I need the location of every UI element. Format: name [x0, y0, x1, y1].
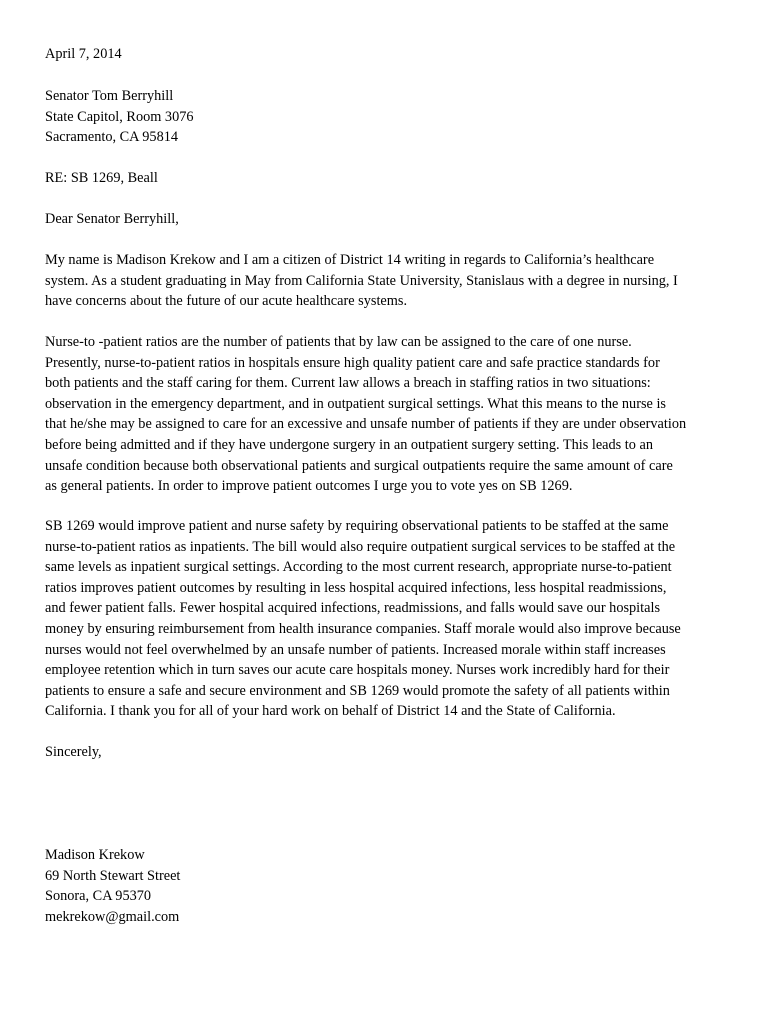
- date-text: April 7, 2014: [45, 46, 122, 62]
- paragraph-line: both patients and the staff caring for them. Current law allows a breach in staffing ratios in two situations:: [45, 375, 651, 392]
- paragraph-line: as general patients. In order to improve patient outcomes I urge you to vote yes on SB 1269.: [45, 478, 573, 495]
- paragraph-line: Presently, nurse-to-patient ratios in hospitals ensure high quality patient care and safe practice standards for: [45, 354, 660, 371]
- re-text: RE: SB 1269, Beall: [45, 170, 158, 186]
- paragraph-line: California. I thank you for all of your hard work on behalf of District 14 and the State of California.: [45, 703, 616, 720]
- paragraph-line: ratios improves patient outcomes by resulting in less hospital acquired infections, less hospital readmissions,: [45, 579, 667, 596]
- body-paragraph-3: [45, 516, 725, 722]
- paragraph-line: have concerns about the future of our acute healthcare systems.: [45, 293, 408, 310]
- sender-name: Madison Krekow: [45, 847, 145, 863]
- recipient-address-block: [45, 86, 725, 148]
- paragraph-line: money by ensuring reimbursement from health insurance companies. Staff morale would also improve because: [45, 620, 681, 637]
- paragraph-line: Nurse-to -patient ratios are the number of patients that by law can be assigned to the care of one nurse.: [45, 334, 632, 350]
- recipient-name: Senator Tom Berryhill: [45, 88, 174, 104]
- sender-address-line-2: Sonora, CA 95370: [45, 888, 152, 905]
- re-line: [45, 168, 725, 189]
- paragraph-line: nurses would not feel overwhelmed by an unsafe number of patients. Increased morale within staff increases: [45, 641, 666, 658]
- salutation: [45, 209, 725, 230]
- paragraph-line: before being admitted and if they have undergone surgery in an outpatient surgery setting. This leads to an: [45, 436, 653, 453]
- recipient-address-line-2: Sacramento, CA 95814: [45, 129, 179, 146]
- paragraph-line: that he/she may be assigned to care for an excessive and unsafe number of patients if they are under observation: [45, 416, 687, 433]
- closing-text: Sincerely,: [45, 744, 102, 760]
- paragraph-line: system. As a student graduating in May from California State University, Stanislaus with a degree in nursing, I: [45, 272, 678, 289]
- body-paragraph-2: [45, 332, 725, 497]
- sender-address-line-1: 69 North Stewart Street: [45, 867, 181, 884]
- paragraph-line: same levels as inpatient surgical settings. According to the most current research, appropriate nurse-to-patient: [45, 559, 672, 576]
- paragraph-line: employee retention which in turn saves our acute care hospitals money. Nurses work incredibly hard for their: [45, 662, 670, 679]
- body-paragraph-1: [45, 250, 725, 312]
- paragraph-line: SB 1269 would improve patient and nurse safety by requiring observational patients to be staffed at the same: [45, 518, 669, 534]
- letter-date: [45, 44, 725, 65]
- paragraph-line: patients to ensure a safe and secure environment and SB 1269 would promote the safety of all patients within: [45, 682, 670, 699]
- sender-signature-block: [45, 845, 725, 927]
- paragraph-line: unsafe condition because both observational patients and surgical outpatients require the same amount of care: [45, 457, 673, 474]
- sender-email: mekrekow@gmail.com: [45, 908, 180, 925]
- paragraph-line: observation in the emergency department, and in outpatient surgical settings. What this means to the nurse is: [45, 395, 666, 412]
- closing: [45, 742, 725, 763]
- recipient-address-line-1: State Capitol, Room 3076: [45, 108, 194, 125]
- paragraph-line: nurse-to-patient ratios as inpatients. The bill would also require outpatient surgical services to be staffed at the: [45, 538, 676, 555]
- paragraph-line: My name is Madison Krekow and I am a citizen of District 14 writing in regards to California’s healthcare: [45, 252, 655, 268]
- salutation-text: Dear Senator Berryhill,: [45, 211, 179, 227]
- paragraph-line: and fewer patient falls. Fewer hospital acquired infections, readmissions, and falls would save our hospitals: [45, 600, 661, 617]
